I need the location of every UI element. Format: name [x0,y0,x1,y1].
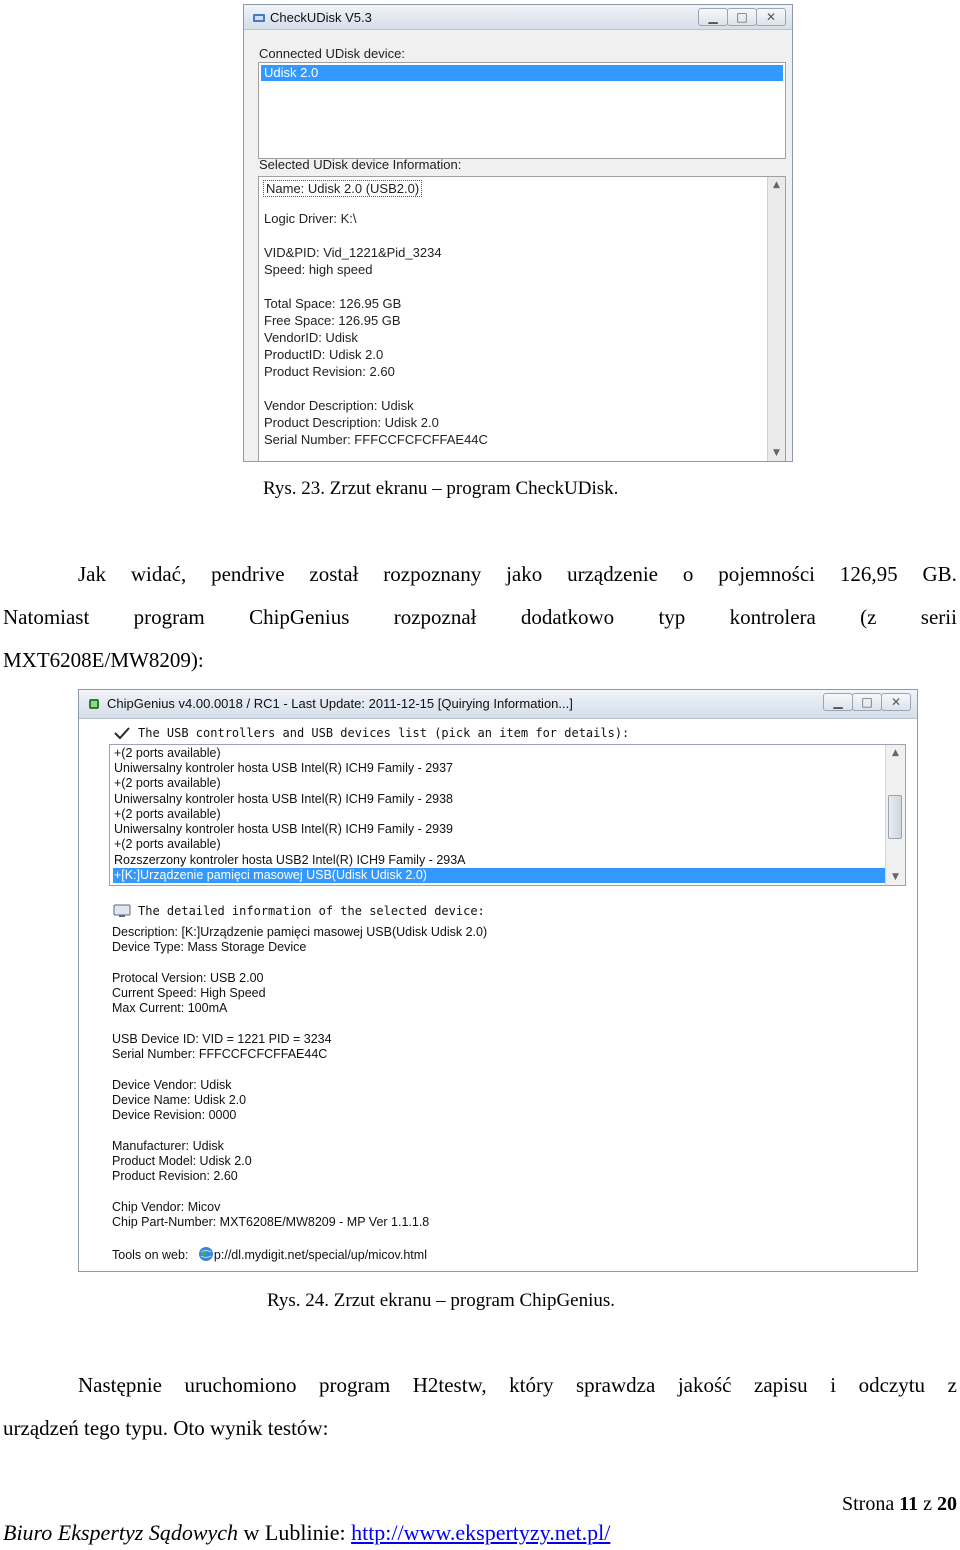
scroll-down-icon[interactable]: ▼ [892,872,899,882]
scroll-down-icon[interactable]: ▼ [773,448,780,458]
chipgenius-window [78,689,918,1272]
footer-org: Biuro Ekspertyz Sądowych [3,1520,239,1545]
paragraph-1-line-2: Natomiast program ChipGenius rozpoznał dodatkowo typ kontrolera (z serii [3,605,957,629]
paragraph-1-line-3: MXT6208E/MW8209): [3,648,204,672]
paragraph-1-line-1: Jak widać, pendrive został rozpoznany jako urządzenie o pojemności 126,95 GB. [78,562,957,586]
detail-line: Current Speed: High Speed [112,986,266,1000]
usb-list-header: The USB controllers and USB devices list (pick an item for details): [138,726,630,740]
info-line: Name: Udisk 2.0 (USB2.0) [266,181,420,196]
info-line: Total Space: 126.95 GB [264,296,402,311]
globe-icon [198,1246,214,1262]
chipgenius-titlebar[interactable] [79,690,917,719]
info-line: Free Space: 126.95 GB [264,313,401,328]
footer-line [3,1520,610,1546]
detail-line: Serial Number: FFFCCFCFCFFAE44C [112,1047,328,1061]
connected-device-label: Connected UDisk device: [259,46,405,61]
info-scrollbar[interactable] [767,177,785,461]
checkudisk-window [243,4,793,462]
detail-line: Protocal Version: USB 2.00 [112,971,264,985]
list-item[interactable]: Uniwersalny kontroler hosta USB Intel(R) ICH9 Family - 2939 [114,822,454,836]
list-item[interactable]: +(2 ports available) [114,837,221,851]
footer-location: w Lublinie: [238,1520,352,1545]
tools-line [112,1246,427,1262]
minimize-button[interactable] [823,693,853,711]
chipgenius-title: ChipGenius v4.00.0018 / RC1 - Last Update: 2011-12-15 [Quirying Information...] [107,696,573,711]
close-button[interactable] [881,693,911,711]
figure-caption-23: Rys. 23. Zrzut ekranu – program CheckUDisk. [263,478,619,499]
maximize-icon: □ [736,10,748,24]
detail-line: Product Revision: 2.60 [112,1169,238,1183]
scroll-thumb[interactable] [888,795,902,839]
footer-link[interactable]: http://www.ekspertyzy.net.pl/ [351,1520,611,1545]
detail-line: Device Vendor: Udisk [112,1078,232,1092]
detail-line: Chip Part-Number: MXT6208E/MW8209 - MP Ver 1.1.1.8 [112,1215,430,1229]
minimize-icon: ▁ [833,695,843,709]
detail-header: The detailed information of the selected device: [138,904,485,918]
scroll-up-icon[interactable]: ▲ [892,748,899,758]
list-item[interactable]: Udisk 2.0 [261,65,783,81]
info-line: ProductID: Udisk 2.0 [264,347,384,362]
device-info-box[interactable] [258,176,786,462]
detail-line: Max Current: 100mA [112,1001,228,1015]
close-icon: ✕ [765,10,777,24]
maximize-icon: □ [861,695,873,709]
close-button[interactable] [756,8,786,26]
maximize-button[interactable] [727,8,757,26]
detail-line: Device Name: Udisk 2.0 [112,1093,247,1107]
paragraph-2-line-1: Następnie uruchomiono program H2testw, który sprawdza jakość zapisu i odczytu z [78,1373,957,1397]
info-line: Serial Number: FFFCCFCFCFFAE44C [264,432,488,447]
info-line: Product Description: Udisk 2.0 [264,415,439,430]
maximize-button[interactable] [852,693,882,711]
list-item[interactable]: +(2 ports available) [114,746,221,760]
usb-device-list[interactable] [109,744,906,886]
list-item[interactable]: Uniwersalny kontroler hosta USB Intel(R) ICH9 Family - 2938 [114,792,454,806]
minimize-icon: ▁ [708,10,718,24]
page-number: Strona 11 z 20 [841,1493,957,1515]
list-scrollbar[interactable] [885,745,905,885]
chipgenius-app-icon [87,697,101,711]
paragraph-2 [3,1364,957,1450]
list-item[interactable]: +(2 ports available) [114,776,221,790]
checkmark-icon [113,726,131,740]
tools-label: Tools on web: [112,1248,189,1262]
checkudisk-title: CheckUDisk V5.3 [270,10,372,25]
info-line: Vendor Description: Udisk [264,398,414,413]
detail-line: Device Revision: 0000 [112,1108,237,1122]
checkudisk-titlebar[interactable] [244,5,792,30]
detail-line: Description: [K:]Urządzenie pamięci masowej USB(Udisk Udisk 2.0) [112,925,488,939]
list-item[interactable]: Rozszerzony kontroler hosta USB2 Intel(R) ICH9 Family - 293A [114,853,466,867]
device-info-label: Selected UDisk device Information: [259,157,462,172]
monitor-icon [113,904,131,918]
list-item-selected[interactable]: +[K:]Urządzenie pamięci masowej USB(Udisk Udisk 2.0) [113,868,885,883]
detail-line: USB Device ID: VID = 1221 PID = 3234 [112,1032,332,1046]
detail-line: Chip Vendor: Micov [112,1200,221,1214]
paragraph-1 [3,553,957,682]
minimize-button[interactable] [698,8,728,26]
info-line: VendorID: Udisk [264,330,358,345]
scroll-up-icon[interactable]: ▲ [773,180,780,190]
detail-line: Device Type: Mass Storage Device [112,940,307,954]
close-icon: ✕ [890,695,902,709]
info-line: Speed: high speed [264,262,373,277]
list-item[interactable]: Uniwersalny kontroler hosta USB Intel(R) ICH9 Family - 2937 [114,761,454,775]
connected-device-list[interactable] [258,62,786,159]
info-line: Product Revision: 2.60 [264,364,395,379]
detail-line: Product Model: Udisk 2.0 [112,1154,252,1168]
checkudisk-app-icon [252,11,266,25]
detail-line: Manufacturer: Udisk [112,1139,224,1153]
info-line: Logic Driver: K:\ [264,211,357,226]
info-line: VID&PID: Vid_1221&Pid_3234 [264,245,442,260]
figure-caption-24: Rys. 24. Zrzut ekranu – program ChipGenius. [267,1290,616,1311]
list-item[interactable]: +(2 ports available) [114,807,221,821]
tools-link[interactable]: p://dl.mydigit.net/special/up/micov.html [213,1248,427,1262]
paragraph-2-line-2: urządzeń tego typu. Oto wynik testów: [3,1416,329,1440]
